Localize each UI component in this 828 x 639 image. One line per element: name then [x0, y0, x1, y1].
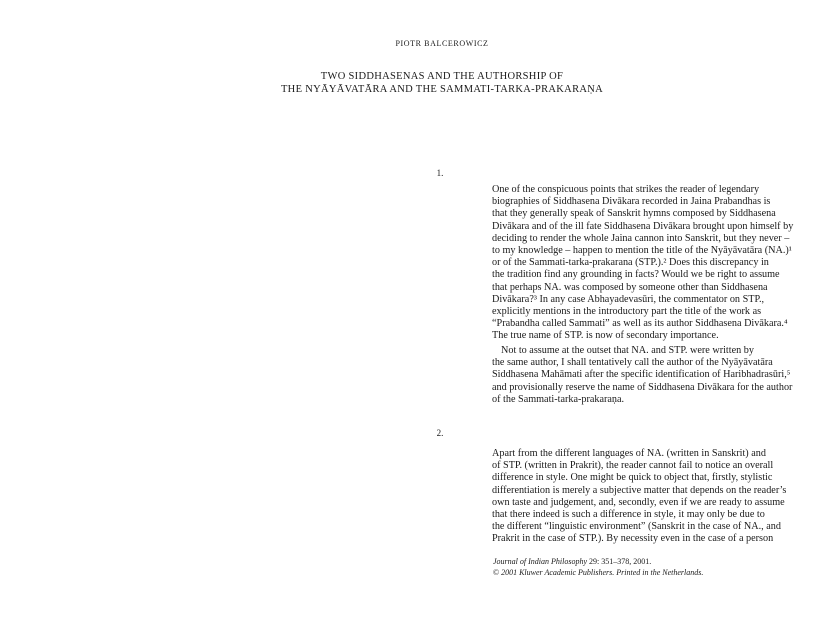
text-line: of STP. (written in Prakrit), the reader cannot fail to notice an overall: [492, 460, 774, 472]
paragraph-1: [492, 184, 794, 342]
journal-pages: 351–378, 2001.: [601, 557, 652, 566]
text-line: and provisionally reserve the name of Siddhasena Divākara for the author: [492, 381, 793, 393]
paragraph-2: [492, 345, 793, 406]
text-line: The true name of STP. is now of secondary importance.: [492, 330, 719, 342]
text-line: that there indeed is such a difference in style, it may only be due to: [492, 508, 765, 520]
text-line: Not to assume at the outset that NA. and STP. were written by: [501, 345, 754, 356]
page-footer: [493, 556, 703, 578]
text-line: One of the conspicuous points that strikes the reader of legendary: [492, 184, 760, 195]
paragraph-3: [492, 448, 787, 546]
section-number: 1.: [436, 168, 444, 178]
text-line: the same author, I shall tentatively call the author of the Nyāyāvatāra: [492, 357, 773, 369]
copyright-text: 2001 Kluwer Academic Publishers.: [501, 568, 615, 577]
text-line: Prakrit in the case of STP.). By necessity even in the case of a person: [492, 533, 774, 545]
text-line: deciding to render the whole Jaina cannon into Sanskrit, but they never –: [492, 232, 790, 244]
printed-in: Printed in the Netherlands.: [616, 568, 704, 577]
section-number: 2.: [436, 428, 444, 438]
journal-volume: 29:: [589, 557, 600, 566]
copyright-symbol: ©: [493, 568, 500, 577]
text-line: biographies of Siddhasena Divākara recorded in Jaina Prabandhas is: [492, 196, 771, 208]
text-line: of the Sammati-tarka-prakaraṇa.: [492, 393, 625, 405]
text-line: that perhaps NA. was composed by someone other than Siddhasena: [492, 281, 768, 293]
text-line: explicitly mentions in the introductory part the title of the work as: [492, 305, 762, 317]
text-line: Apart from the different languages of NA. (written in Sanskrit) and: [492, 448, 766, 459]
journal-name: Journal of Indian Philosophy: [493, 557, 587, 566]
text-line: “Prabandha called Sammati” as well as its author Siddhasena Divākara.⁴: [492, 318, 788, 330]
text-line: differentiation is merely a subjective matter that depends on the reader’s: [492, 484, 787, 496]
copyright-line: [493, 567, 703, 578]
text-line: Divākara?³ In any case Abhayadevasūri, the commentator on STP.,: [492, 293, 765, 305]
text-line: the different “linguistic environment” (Sanskrit in the case of NA., and: [492, 521, 781, 533]
article-title: [0, 70, 828, 96]
journal-citation: [493, 556, 703, 567]
text-line: to my knowledge – happen to mention the title of the Nyāyāvatāra (NA.)¹: [492, 244, 792, 256]
text-line: the tradition find any grounding in facts? Would we be right to assume: [492, 269, 780, 281]
text-line: that they generally speak of Sanskrit hymns composed by Siddhasena: [492, 208, 776, 220]
text-line: or of the Sammati-tarka-prakarana (STP.).² Does this discrepancy in: [492, 257, 769, 269]
text-line: difference in style. One might be quick to object that, firstly, stylistic: [492, 472, 773, 484]
title-line-1: TWO SIDDHASENAS AND THE AUTHORSHIP OF: [320, 71, 564, 82]
running-head-author: PIOTR BALCEROWICZ: [395, 39, 489, 48]
text-line: own taste and judgement, and, secondly, even if we are ready to assume: [492, 496, 785, 508]
title-line-2: THE NYĀYĀVATĀRA AND THE SAMMATI-TARKA-PRAKARAṆA: [280, 84, 604, 95]
text-line: Siddhasena Mahāmati after the specific identification of Haribhadrasūri,⁵: [492, 369, 791, 381]
text-line: Divākara and of the ill fate Siddhasena Divākara brought upon himself by: [492, 220, 794, 232]
